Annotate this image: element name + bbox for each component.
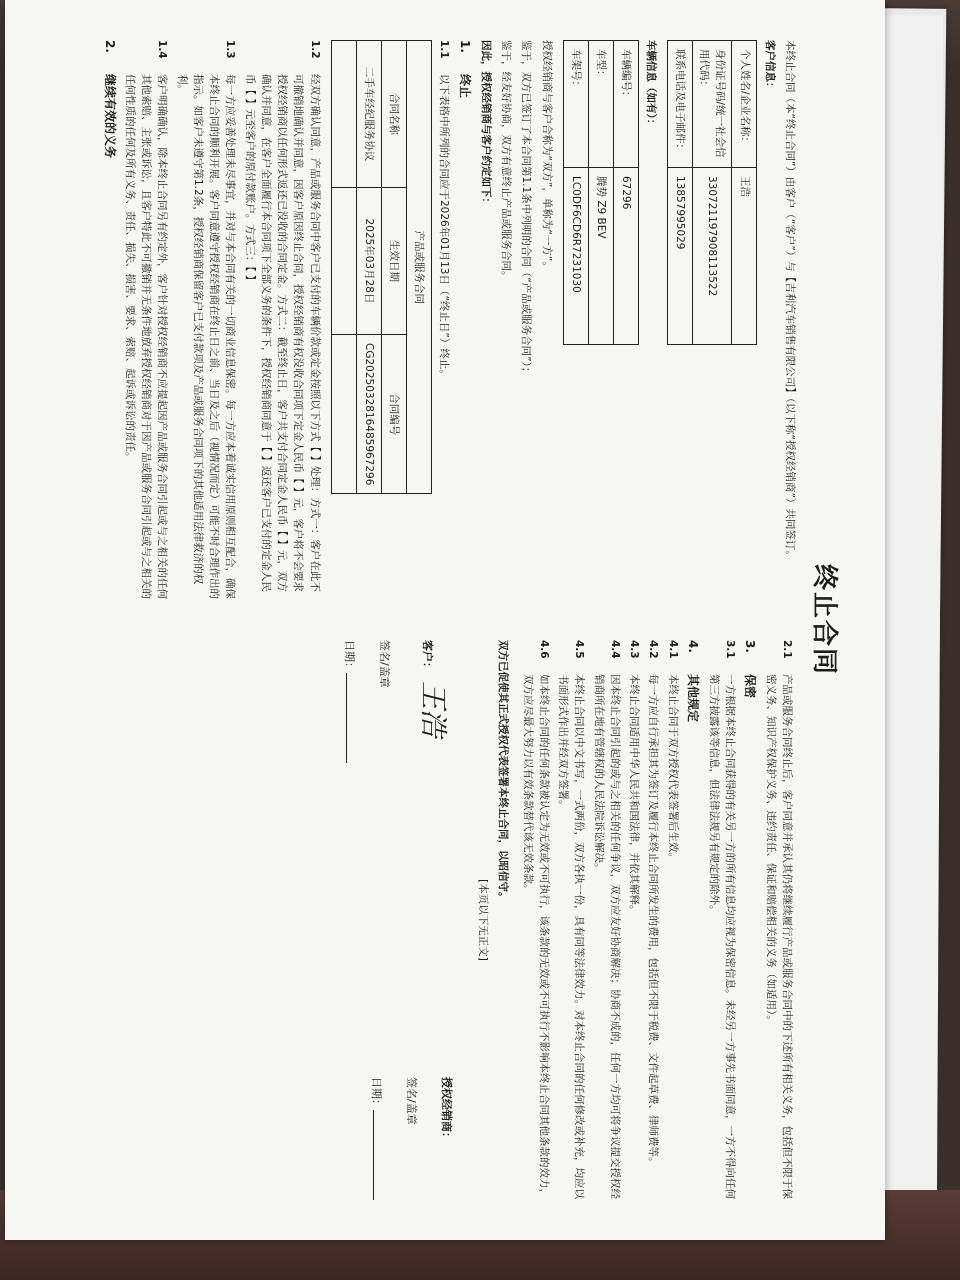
- clause-1-1: [436, 40, 452, 600]
- cell-value: LC0DF6CD6R7231030: [563, 168, 588, 345]
- vehicle-info-label: 车辆信息（如有）：: [644, 40, 657, 130]
- table-row: [667, 41, 692, 345]
- sign-seal-label: 签名/盖章: [404, 1077, 418, 1125]
- clause-number: 1.1: [438, 40, 451, 59]
- clause-number: 2.1: [781, 640, 793, 659]
- cell-label: 联系电话及电子邮件：: [667, 41, 692, 168]
- whereas-2: 鉴于，经友好协商，双方有意终止产品或服务合同。: [500, 40, 513, 282]
- section-1-heading: [455, 40, 474, 600]
- cell-label: 个人姓名/企业名称：: [732, 41, 757, 168]
- left-column: [97, 40, 798, 600]
- date-line: [373, 1110, 374, 1200]
- clause-text: 经双方确认同意，产品或服务合同中客户已支付的车辆价款或定金按照以下方式【 】处理：方式一：客户在此不可撤销地确认并同意，因客户原因终止合同，授权经销商有权没收合同项下定金人民币【 】元，客户将不会要求授权经销商以任何形式返还已没收的合同定金。方式二：截至终止日，客户共支付合同定金人民币【 】元，双方确认并同意，在客户全面履行本合同项下全部义务的条件下，授权经销商同意于【 】返还客户已支付的定金人民币【 】元至客户的原付款账户。方式三：【 】: [243, 74, 321, 592]
- cell-value: 13857995029: [667, 168, 692, 345]
- date-line: [346, 673, 347, 763]
- section-number: 1.: [457, 40, 472, 53]
- cell-label: 车辆编号：: [613, 41, 638, 168]
- clause-4-2: [645, 640, 661, 1200]
- clause-4-3: [626, 640, 642, 1200]
- cell-value: 2025年03月28日: [356, 188, 381, 335]
- clause-text: 产品或服务合同终止后，客户同意并承认其仍将继续履行产品或服务合同中的下述所有相关义务，包括但不限于保密义务、知识产权保护义务、违约责任、保证和赔偿相关的义务（如适用）。: [764, 674, 793, 1199]
- dealer-signature-block: [323, 1077, 454, 1200]
- section-title: 继续有效的义务: [102, 74, 117, 159]
- clause-1-2: [241, 40, 322, 600]
- cell-value: 330721197908113522: [692, 168, 732, 345]
- section-title: 终止: [457, 74, 472, 99]
- handwritten-signature: 王浩: [416, 681, 450, 738]
- table-row: [692, 41, 732, 345]
- section-number: 3.: [743, 640, 758, 653]
- clause-number: 4.3: [628, 640, 641, 659]
- section-4-heading: [684, 640, 703, 1200]
- section-title: 保密: [743, 674, 758, 699]
- table-header-row: [381, 41, 406, 494]
- parties-definition: 授权经销商与客户合称为“双方”，单称为“一方”。: [540, 40, 553, 272]
- clause-4-1: [664, 640, 680, 1200]
- signature-area: [323, 640, 454, 1200]
- cell-label: 车架号：: [563, 41, 588, 168]
- clause-text: 客户明确确认，除本终止合同另有约定外，客户针对授权经销商不应提起因产品或服务合同引起或与之相关的任何其他索赔、主张或诉讼，且客户特此不可撤销并无条件地放弃授权经销商对于因产品或服务合同引起或与之相关的任何性质的任何及所有义务、责任、损失、损害、要求、索赔、起诉或诉讼的责任。: [123, 74, 169, 599]
- clause-number: 1.4: [156, 40, 169, 59]
- table-row: [732, 41, 757, 345]
- table-caption: 产品或服务合同: [406, 41, 431, 494]
- page-end-note: [本页以下无正文]: [477, 879, 490, 961]
- clause-number: 4.6: [537, 640, 550, 659]
- clause-2-1: [762, 640, 795, 1200]
- table-row: [613, 41, 638, 345]
- customer-info-table: [667, 40, 758, 345]
- clause-text: 本终止合同以中文书写，一式两份，双方各执一份，具有同等法律效力。对本终止合同的任何修改或补充，均应以书面形式作出并经双方签署。: [557, 674, 586, 1199]
- table-row: [588, 41, 613, 345]
- customer-signature-block: [323, 640, 454, 763]
- table-caption-row: [406, 41, 431, 494]
- intro-paragraph: 本终止合同（本“终止合同”）由客户（“客户”）与【吉利汽车销售有限公司】（以下称“授权经销商”）共同签订。: [784, 40, 796, 561]
- clause-text: 每一方应自行承担其为签订及履行本终止合同所发生的费用，包括但不限于税费、文件起草费、律师费等。: [647, 674, 660, 1168]
- cell-value: 腾势 Z9 BEV: [588, 168, 613, 345]
- clause-4-5: [555, 640, 588, 1200]
- contract-sheet: [5, 0, 885, 1240]
- clause-number: 4.2: [647, 640, 660, 659]
- cell-value: 67296: [613, 168, 638, 345]
- clause-number: 1.3: [224, 40, 237, 59]
- cell-label: 车型：: [588, 41, 613, 168]
- date-label: 日期：: [369, 1077, 383, 1110]
- vehicle-info-table: [563, 40, 639, 345]
- clause-1-3: [173, 40, 238, 600]
- clause-3-1: [705, 640, 738, 1200]
- right-column: [97, 640, 798, 1200]
- signing-statement: 双方已促使其正式授权代表签署本终止合同，以昭信守。: [497, 640, 510, 903]
- cell-label: 身份证号码/统一社会信用代码：: [692, 41, 732, 168]
- clause-text: 每一方应妥善处理未尽事宜，并对与本合同有关的一切商业信息保密。每一方应本着诚实信用原则相互配合，确保本终止合同的顺利开展。客户同意遵守授权经销商在终止日之前、当日及之后（视情况而定）可能不时合理作出的指示。如客户未遵守第1.2条，授权经销商保留客户已支付款项及产品或服务合同项下的其他适用法律救济的权利。: [175, 74, 237, 599]
- clause-number: 1.2: [308, 40, 321, 59]
- clause-1-4: [122, 40, 171, 600]
- cell-value: 二手车经纪服务协议: [356, 41, 381, 188]
- whereas-1: 鉴于，双方已签订了本合同第1.1条中列明的合同（“产品或服务合同”）；: [520, 40, 533, 378]
- clause-number: 3.1: [723, 640, 736, 659]
- clause-text: 因本终止合同引起的或与之相关的任何争议，双方应友好协商解决；协商不成的，任何一方均可将争议提交授权经销商所在地有管辖权的人民法院诉讼解决。: [592, 674, 621, 1199]
- clause-number: 4.1: [666, 640, 679, 659]
- section-2-heading: [100, 40, 119, 600]
- table-row: [331, 41, 356, 494]
- clause-text: 如本终止合同的任何条款被认定为无效或不可执行，该条款的无效或不可执行不影响本终止合同其他条款的效力，双方应尽最大努力以有效条款替代该无效条款。: [521, 674, 550, 1199]
- column-header: 生效日期: [381, 188, 406, 335]
- customer-info-label: 客户信息：: [763, 40, 776, 93]
- customer-sign-label: 客户：: [420, 640, 434, 673]
- table-row: [356, 41, 381, 494]
- table-row: [563, 41, 588, 345]
- clause-text: 本终止合同适用中华人民共和国法律，并依其解释。: [628, 674, 641, 916]
- section-3-heading: [741, 640, 760, 1200]
- cell-value: 王浩: [732, 168, 757, 345]
- section-number: 2.: [102, 40, 117, 53]
- contract-table: [331, 40, 432, 494]
- column-header: 合同编号: [381, 335, 406, 494]
- cell-value: CG2025032816485967296: [356, 335, 381, 494]
- clause-4-6: [519, 640, 552, 1200]
- date-label: 日期：: [343, 640, 357, 673]
- sign-seal-label: 签名/盖章: [378, 640, 392, 688]
- clause-text: 以下表格中所列的合同应于2026年01月13日（“终止日”）终止。: [438, 74, 451, 380]
- clause-text: 一方根据本终止合同获得的有关另一方的所有信息均应视为保密信息。未经另一方事先书面同意，一方不得向任何第三方披露该等信息，但法律法规另有规定的除外。: [707, 674, 736, 1199]
- clause-text: 本终止合同于双方授权代表签署后生效。: [666, 674, 679, 863]
- clause-number: 4.5: [573, 640, 586, 659]
- section-title: 其他规定: [686, 674, 701, 723]
- dealer-sign-label: 授权经销商：: [439, 1077, 453, 1143]
- column-header: 合同名称: [381, 41, 406, 188]
- section-number: 4.: [686, 640, 701, 653]
- clause-number: 4.4: [608, 640, 621, 659]
- agreement-line: 因此，授权经销商与客户约定如下：: [479, 40, 492, 208]
- clause-4-4: [590, 640, 623, 1200]
- document-title: 终止合同: [809, 563, 839, 676]
